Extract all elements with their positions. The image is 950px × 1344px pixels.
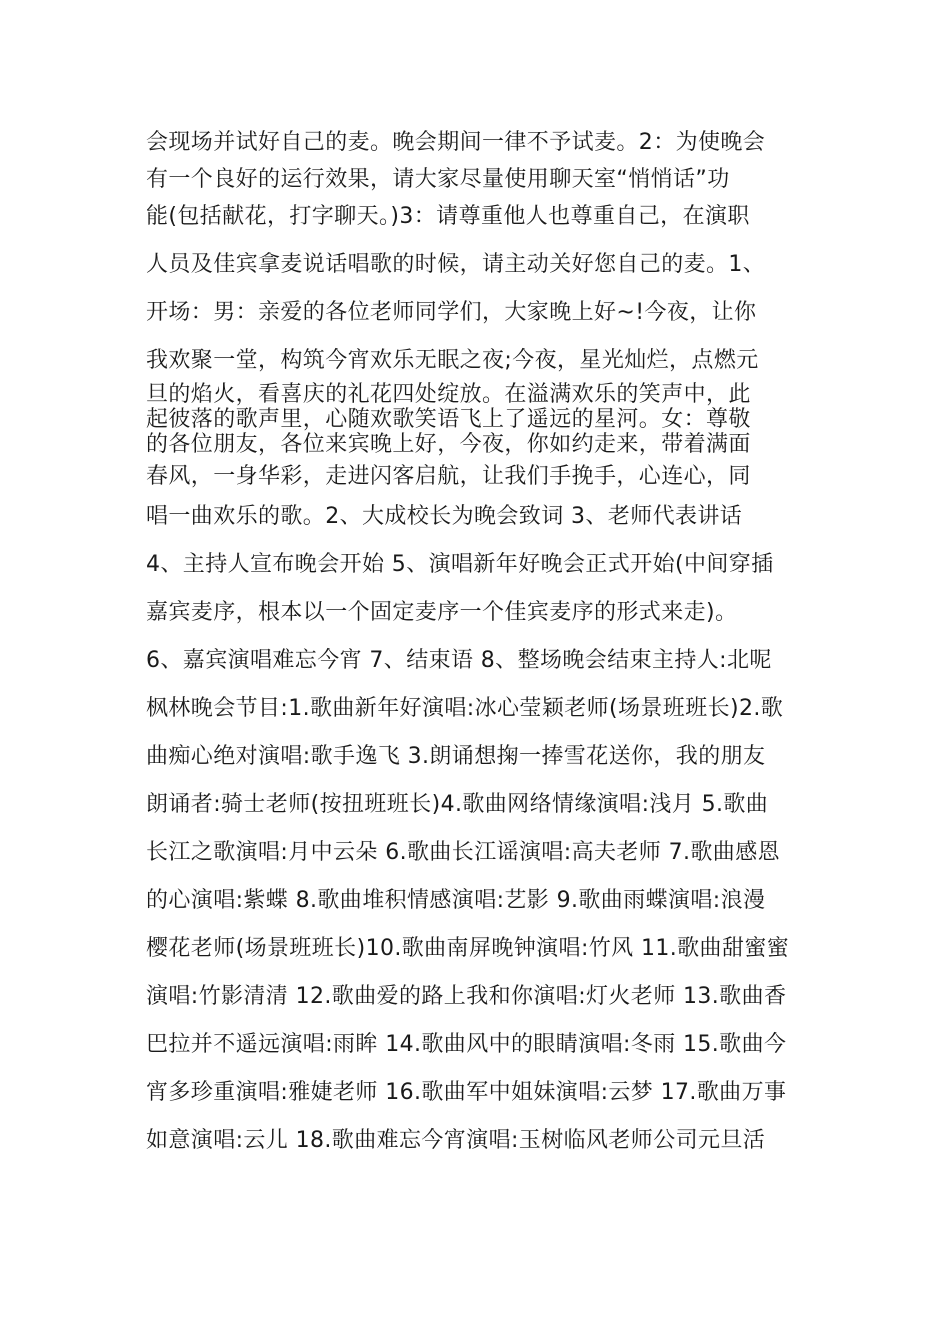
text-line: 4、主持人宣布晚会开始 5、演唱新年好晚会正式开始(中间穿插 (146, 552, 774, 577)
text-line: 长江之歌演唱:月中云朵 6.歌曲长江谣演唱:高夫老师 7.歌曲感恩 (146, 840, 780, 865)
text-line: 嘉宾麦序，根本以一个固定麦序一个佳宾麦序的形式来走)。 (146, 600, 738, 625)
text-line: 能(包括献花，打字聊天。)3：请尊重他人也尊重自己，在演职 (146, 204, 750, 229)
text-line: 我欢聚一堂，构筑今宵欢乐无眠之夜;今夜，星光灿烂，点燃元 (146, 348, 759, 373)
text-line: 朗诵者:骑士老师(按扭班班长)4.歌曲网络情缘演唱:浅月 5.歌曲 (146, 792, 769, 817)
text-line: 如意演唱:云儿 18.歌曲难忘今宵演唱:玉树临风老师公司元旦活 (146, 1128, 766, 1153)
text-line: 演唱:竹影清清 12.歌曲爱的路上我和你演唱:灯火老师 13.歌曲香 (146, 984, 787, 1009)
text-line: 巴拉并不遥远演唱:雨眸 14.歌曲风中的眼睛演唱:冬雨 15.歌曲今 (146, 1032, 787, 1057)
text-line: 起彼落的歌声里，心随欢歌笑语飞上了遥远的星河。女：尊敬 (146, 407, 751, 432)
text-line: 春风，一身华彩，走进闪客启航，让我们手挽手，心连心，同 (146, 464, 751, 489)
document-body-text (146, 132, 810, 1152)
text-line: 开场：男：亲爱的各位老师同学们，大家晚上好~!今夜，让你 (146, 300, 757, 325)
text-line: 枫林晚会节目:1.歌曲新年好演唱:冰心莹颖老师(场景班班长)2.歌 (146, 696, 784, 721)
text-line: 的各位朋友，各位来宾晚上好，今夜，你如约走来，带着满面 (146, 432, 751, 457)
text-line: 的心演唱:紫蝶 8.歌曲堆积情感演唱:艺影 9.歌曲雨蝶演唱:浪漫 (146, 888, 766, 913)
text-line: 旦的焰火，看喜庆的礼花四处绽放。在溢满欢乐的笑声中，此 (146, 382, 751, 407)
text-line: 6、嘉宾演唱难忘今宵 7、结束语 8、整场晚会结束主持人:北呢 (146, 648, 772, 673)
text-line: 人员及佳宾拿麦说话唱歌的时候，请主动关好您自己的麦。1、 (146, 252, 766, 277)
text-line: 会现场并试好自己的麦。晚会期间一律不予试麦。2：为使晚会 (146, 130, 766, 155)
text-line: 曲痴心绝对演唱:歌手逸飞 3.朗诵想掬一捧雪花送你，我的朋友 (146, 744, 766, 769)
text-line: 有一个良好的运行效果，请大家尽量使用聊天室“悄悄话”功 (146, 167, 730, 192)
text-line: 宵多珍重演唱:雅婕老师 16.歌曲军中姐妹演唱:云梦 17.歌曲万事 (146, 1080, 787, 1105)
text-line: 樱花老师(场景班班长)10.歌曲南屏晚钟演唱:竹风 11.歌曲甜蜜蜜 (146, 936, 790, 961)
text-line: 唱一曲欢乐的歌。2、大成校长为晚会致词 3、老师代表讲话 (146, 504, 743, 529)
